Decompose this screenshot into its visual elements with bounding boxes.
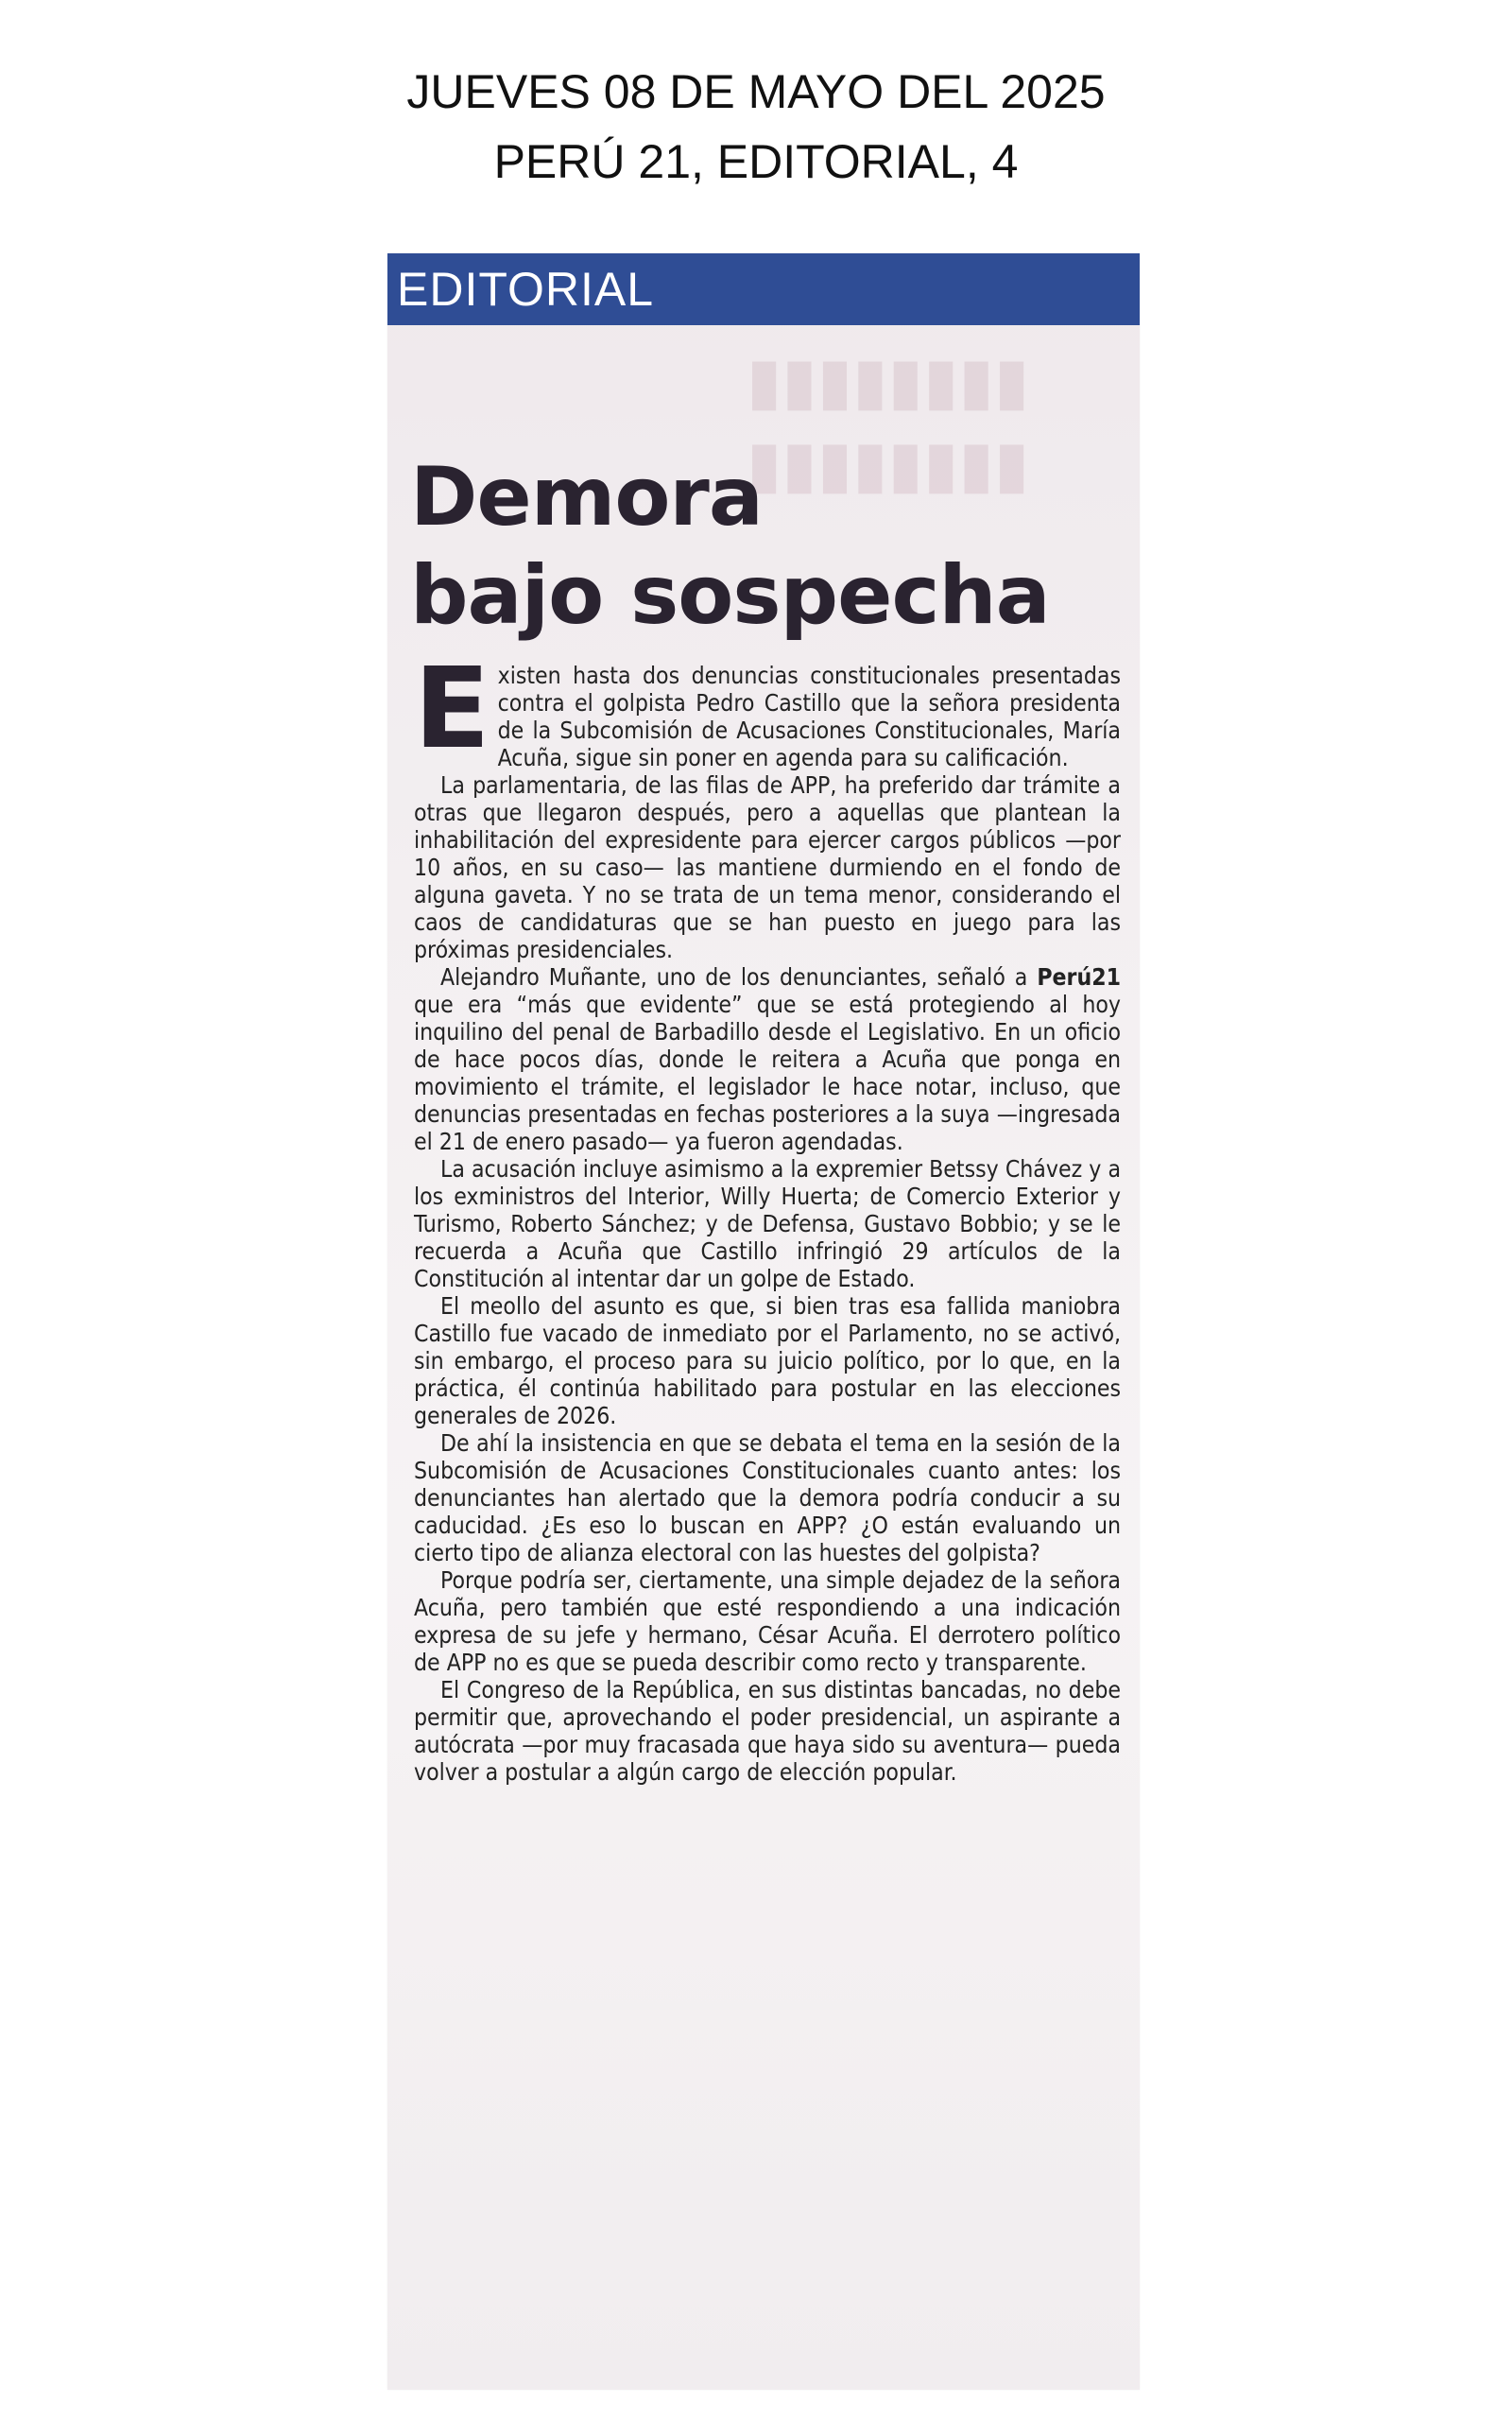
paragraph-7: Porque podría ser, ciertamente, una simple dejadez de la señora Acuña, pero también que esté respondiendo a una indicación expresa de su jefe y hermano, César Acuña. El derrotero político de APP no es que se pueda describir como recto y transparente. <box>414 1566 1121 1676</box>
drop-cap: E <box>414 643 490 773</box>
bleed-through-texture: ▮▮▮▮▮▮▮▮ ▮▮▮▮▮▮▮▮ <box>747 344 1030 502</box>
headline-line-1: Demora <box>410 449 763 544</box>
date-caption: JUEVES 08 DE MAYO DEL 2025 <box>406 65 1106 118</box>
paragraph-8: El Congreso de la República, en sus distintas bancadas, no debe permitir que, aprovechando el poder presidencial, un aspirante a autócrata —por muy fracasada que haya sido su aventura— pueda volver a postular a algún cargo de elección popular. <box>414 1676 1121 1786</box>
article-body <box>414 643 1121 1786</box>
paragraph-3-text-a: Alejandro Muñante, uno de los denunciantes, señaló a <box>440 963 1038 991</box>
source-caption: PERÚ 21, EDITORIAL, 4 <box>493 135 1019 188</box>
paragraph-4: La acusación incluye asimismo a la expremier Betssy Chávez y a los exministros del Interior, Willy Huerta; de Comercio Exterior y Turismo, Roberto Sánchez; y de Defensa, Gustavo Bobbio; y se le recuerda a Acuña que Castillo infringió 29 artículos de la Constitución al intentar dar un golpe de Estado. <box>414 1155 1121 1292</box>
paragraph-5: El meollo del asunto es que, si bien tras esa fallida maniobra Castillo fue vacado de inmediato por el Parlamento, no se activó, sin embargo, el proceso para su juicio político, por lo que, en la práctica, él continúa habilitado para postular en las elecciones generales de 2026. <box>414 1292 1121 1429</box>
paragraph-6: De ahí la insistencia en que se debata el tema en la sesión de la Subcomisión de Acusaciones Constitucionales cuanto antes: los denunciantes han alertado que la demora podría conducir a su caducidad. ¿Es eso lo buscan en APP? ¿O están evaluando un cierto tipo de alianza electoral con las huestes del golpista? <box>414 1429 1121 1566</box>
article-headline <box>410 448 1128 645</box>
paragraph-1-text: xisten hasta dos denuncias constitucionales presentadas contra el golpista Pedro Castillo que la señora presidenta de la Subcomisión de Acusaciones Constitucionales, María Acuña, sigue sin poner en agenda para su calificación. <box>497 662 1121 771</box>
newspaper-clipping <box>387 253 1140 2390</box>
paragraph-2: La parlamentaria, de las filas de APP, ha preferido dar trámite a otras que llegaron después, pero a aquellas que plantean la inhabilitación del expresidente para ejercer cargos públicos —por 10 años, en su caso— las mantiene durmiendo en el fondo de alguna gaveta. Y no se trata de un tema menor, considerando el caos de candidaturas que se han puesto en juego para las próximas presidenciales. <box>414 771 1121 963</box>
section-header: EDITORIAL <box>387 253 1140 325</box>
newspaper-name: Perú21 <box>1037 963 1121 991</box>
paragraph-3 <box>414 963 1121 1155</box>
paragraph-1 <box>414 643 1121 773</box>
headline-line-2: bajo sospecha <box>410 547 1050 643</box>
paragraph-3-text-b: que era “más que evidente” que se está protegiendo al hoy inquilino del penal de Barbadillo desde el Legislativo. En un oficio de hace pocos días, donde le reitera a Acuña que ponga en movimiento el trámite, el legislador le hace notar, incluso, que denuncias presentadas en fechas posteriores a la suya —ingresada el 21 de enero pasado— ya fueron agendadas. <box>414 991 1121 1155</box>
